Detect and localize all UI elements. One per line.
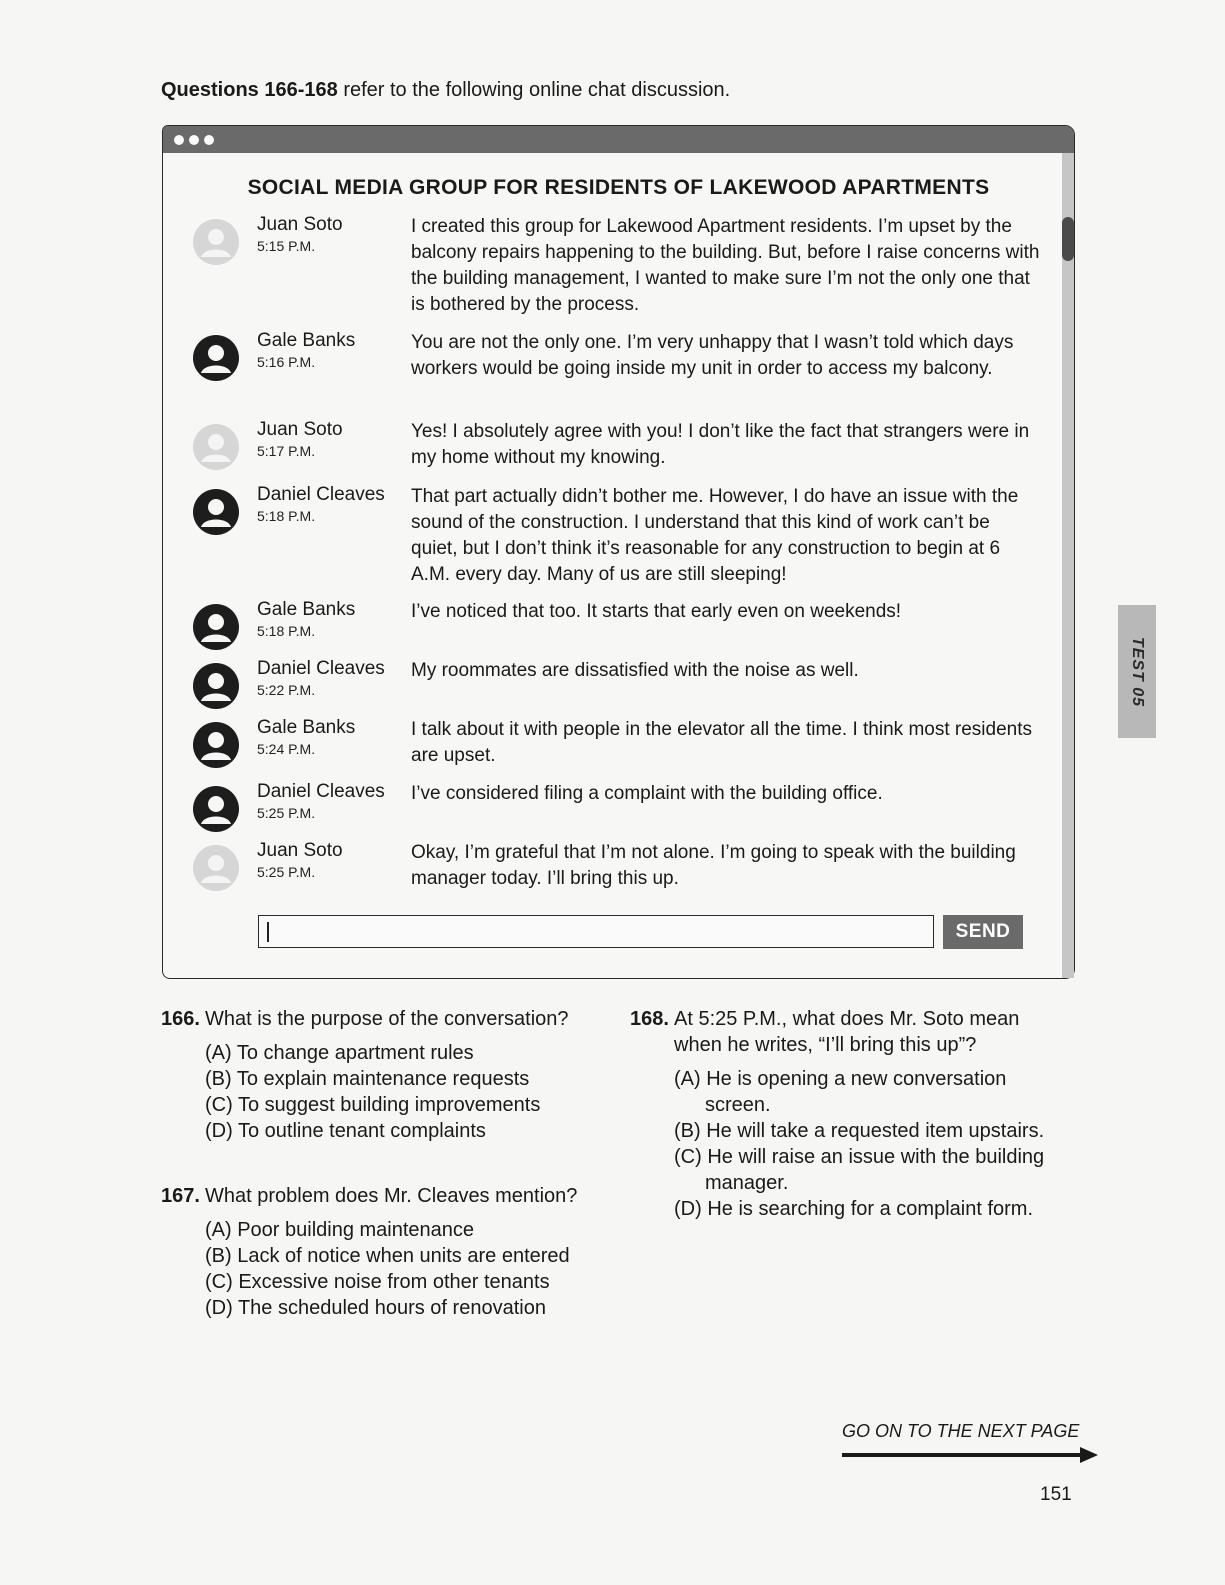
avatar-icon: [192, 785, 240, 833]
avatar-icon: [192, 423, 240, 471]
sender-name: Juan Soto: [257, 840, 343, 861]
window-dot-icon[interactable]: [189, 135, 199, 145]
next-page-note: GO ON TO THE NEXT PAGE: [842, 1421, 1080, 1441]
intro-text: refer to the following online chat discussion.: [343, 79, 731, 101]
answer-option[interactable]: (D) The scheduled hours of renovation: [205, 1297, 546, 1319]
message-input[interactable]: [258, 915, 934, 948]
answer-option[interactable]: (C) To suggest building improvements: [205, 1094, 541, 1116]
avatar-icon: [192, 218, 240, 266]
answer-option[interactable]: (C) Excessive noise from other tenants: [205, 1271, 550, 1293]
message-time: 5:25 P.M.: [257, 805, 316, 821]
scrollbar-thumb[interactable]: [1062, 217, 1074, 261]
sender-name: Juan Soto: [257, 214, 343, 235]
message-text: I’ve noticed that too. It starts that early even on weekends!: [411, 601, 902, 622]
message-time: 5:17 P.M.: [257, 443, 316, 459]
sender-name: Daniel Cleaves: [257, 484, 385, 505]
avatar-icon: [192, 334, 240, 382]
message-text: I talk about it with people in the elevator all the time. I think most residents are upset.: [411, 719, 1032, 766]
message-text: Yes! I absolutely agree with you! I don’t like the fact that strangers were in my home without my knowing.: [411, 421, 1030, 468]
sender-name: Gale Banks: [257, 330, 356, 351]
scrollbar-track[interactable]: [1062, 153, 1074, 978]
message-text: That part actually didn’t bother me. However, I do have an issue with the sound of the construction. I understand that this kind of work can’t be quiet, but I don’t think it’s reasonable for any construction to begin at 6 A.M. every day. Many of us are still sleeping!: [411, 486, 1019, 585]
answer-option[interactable]: (D) He is searching for a complaint form.: [674, 1198, 1034, 1220]
question-number: 168.: [630, 1008, 669, 1030]
intro-line: [161, 79, 730, 102]
answer-options: [205, 1217, 605, 1321]
message-text: You are not the only one. I’m very unhappy that I wasn’t told which days workers would be going inside my unit in order to access my balcony.: [411, 332, 1014, 379]
avatar-icon: [192, 662, 240, 710]
sender-name: Gale Banks: [257, 717, 356, 738]
sender-name: Daniel Cleaves: [257, 658, 385, 679]
sender-name: Daniel Cleaves: [257, 781, 385, 802]
chat-title: SOCIAL MEDIA GROUP FOR RESIDENTS OF LAKEWOOD APARTMENTS: [247, 176, 990, 199]
avatar-icon: [192, 844, 240, 892]
answer-option[interactable]: (A) To change apartment rules: [205, 1042, 474, 1064]
message-time: 5:15 P.M.: [257, 238, 316, 254]
message-text: I created this group for Lakewood Apartment residents. I’m upset by the balcony repairs happening to the building. But, before I raise concerns with the building management, I wanted to make sure I’m not the only one that is bothered by the process.: [411, 216, 1040, 315]
answer-option[interactable]: (B) Lack of notice when units are entered: [205, 1245, 570, 1267]
question-stem: What problem does Mr. Cleaves mention?: [205, 1185, 578, 1207]
intro-question-range: Questions 166-168: [161, 79, 338, 101]
arrow-right-icon: [842, 1453, 1082, 1457]
answer-option[interactable]: (B) He will take a requested item upstairs.: [674, 1120, 1045, 1142]
window-dot-icon[interactable]: [174, 135, 184, 145]
test-section-tab: [1118, 605, 1156, 738]
question-stem: What is the purpose of the conversation?: [205, 1008, 569, 1030]
answer-option[interactable]: (C) He will raise an issue with the building manager.: [674, 1146, 1045, 1194]
question-number: 166.: [161, 1008, 200, 1030]
message-time: 5:22 P.M.: [257, 682, 316, 698]
message-text: My roommates are dissatisfied with the noise as well.: [411, 660, 859, 681]
answer-option[interactable]: (B) To explain maintenance requests: [205, 1068, 530, 1090]
message-text: Okay, I’m grateful that I’m not alone. I’m going to speak with the building manager today. I’ll bring this up.: [411, 842, 1016, 889]
answer-option[interactable]: (A) He is opening a new conversation screen.: [674, 1068, 1007, 1116]
send-button[interactable]: SEND: [943, 915, 1023, 949]
sender-name: Gale Banks: [257, 599, 356, 620]
message-time: 5:18 P.M.: [257, 508, 316, 524]
answer-option[interactable]: (A) Poor building maintenance: [205, 1219, 475, 1241]
message-time: 5:24 P.M.: [257, 741, 316, 757]
test-section-label: TEST 05: [1129, 636, 1146, 707]
message-time: 5:16 P.M.: [257, 354, 316, 370]
message-time: 5:18 P.M.: [257, 623, 316, 639]
arrow-head-icon: [1080, 1447, 1098, 1463]
question-number: 167.: [161, 1185, 200, 1207]
avatar-icon: [192, 603, 240, 651]
avatar-icon: [192, 721, 240, 769]
message-text: I’ve considered filing a complaint with the building office.: [411, 783, 883, 804]
message-time: 5:25 P.M.: [257, 864, 316, 880]
answer-options: [674, 1066, 1069, 1222]
page-number: 151: [1040, 1484, 1072, 1505]
window-titlebar: [163, 126, 1074, 153]
sender-name: Juan Soto: [257, 419, 343, 440]
answer-options: [205, 1040, 605, 1144]
chat-window: [162, 125, 1075, 979]
answer-option[interactable]: (D) To outline tenant complaints: [205, 1120, 486, 1142]
avatar-icon: [192, 488, 240, 536]
text-caret: [267, 922, 269, 942]
window-dot-icon[interactable]: [204, 135, 214, 145]
question-stem: At 5:25 P.M., what does Mr. Soto mean when he writes, “I’ll bring this up”?: [674, 1008, 1020, 1056]
